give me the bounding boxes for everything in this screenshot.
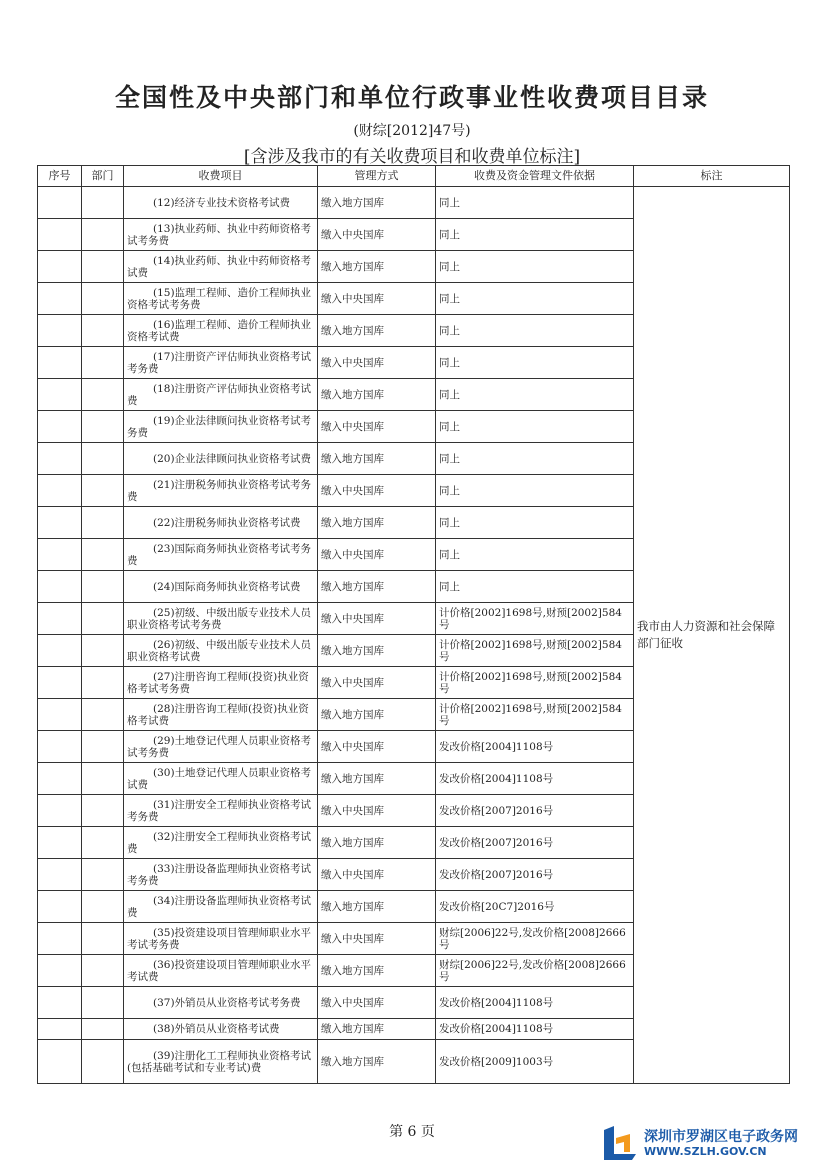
cell-item: (28)注册咨询工程师(投资)执业资格考试费 [124, 699, 318, 731]
cell-basis: 同上 [436, 411, 634, 443]
cell-basis: 同上 [436, 251, 634, 283]
cell-seq [38, 859, 82, 891]
cell-seq [38, 667, 82, 699]
cell-basis: 同上 [436, 347, 634, 379]
cell-dept [82, 315, 124, 347]
cell-dept [82, 763, 124, 795]
cell-dept [82, 603, 124, 635]
cell-basis: 同上 [436, 539, 634, 571]
cell-seq [38, 987, 82, 1019]
cell-basis: 发改价格[2004]1108号 [436, 987, 634, 1019]
page-number: 第 6 页 [389, 1124, 435, 1140]
cell-item: (17)注册资产评估师执业资格考试考务费 [124, 347, 318, 379]
fee-table [37, 165, 790, 1084]
cell-dept [82, 507, 124, 539]
cell-item: (12)经济专业技术资格考试费 [124, 187, 318, 219]
cell-item: (35)投资建设项目管理师职业水平考试考务费 [124, 923, 318, 955]
cell-item: (33)注册设备监理师执业资格考试考务费 [124, 859, 318, 891]
cell-seq [38, 763, 82, 795]
cell-seq [38, 795, 82, 827]
cell-seq [38, 187, 82, 219]
cell-dept [82, 859, 124, 891]
cell-item: (34)注册设备监理师执业资格考试费 [124, 891, 318, 923]
cell-basis: 发改价格[2004]1108号 [436, 1019, 634, 1040]
cell-seq [38, 251, 82, 283]
cell-dept [82, 795, 124, 827]
cell-seq [38, 475, 82, 507]
cell-seq [38, 411, 82, 443]
header-mgmt: 管理方式 [318, 166, 436, 187]
cell-item: (38)外销员从业资格考试费 [124, 1019, 318, 1040]
header-mark: 标注 [634, 166, 790, 187]
cell-mgmt: 缴入中央国库 [318, 411, 436, 443]
cell-basis: 发改价格[2007]2016号 [436, 859, 634, 891]
watermark-site-url: WWW.SZLH.GOV.CN [644, 1145, 767, 1158]
cell-seq [38, 443, 82, 475]
cell-basis: 发改价格[20C7]2016号 [436, 891, 634, 923]
cell-item: (14)执业药师、执业中药师资格考试费 [124, 251, 318, 283]
cell-basis: 计价格[2002]1698号,财预[2002]584号 [436, 699, 634, 731]
cell-mgmt: 缴入中央国库 [318, 987, 436, 1019]
cell-dept [82, 955, 124, 987]
cell-mgmt: 缴入地方国库 [318, 891, 436, 923]
cell-basis: 发改价格[2004]1108号 [436, 763, 634, 795]
cell-basis: 发改价格[2007]2016号 [436, 827, 634, 859]
cell-seq [38, 891, 82, 923]
header-basis: 收费及资金管理文件依据 [436, 166, 634, 187]
document-title: 全国性及中央部门和单位行政事业性收费项目目录 [114, 83, 709, 112]
cell-item: (26)初级、中级出版专业技术人员职业资格考试费 [124, 635, 318, 667]
cell-item: (18)注册资产评估师执业资格考试费 [124, 379, 318, 411]
cell-dept [82, 667, 124, 699]
cell-dept [82, 347, 124, 379]
cell-basis: 发改价格[2004]1108号 [436, 731, 634, 763]
cell-seq [38, 507, 82, 539]
cell-basis: 计价格[2002]1698号,财预[2002]584号 [436, 667, 634, 699]
cell-mgmt: 缴入地方国库 [318, 827, 436, 859]
cell-item: (29)土地登记代理人员职业资格考试考务费 [124, 731, 318, 763]
table-header-row [38, 166, 790, 187]
cell-mgmt: 缴入地方国库 [318, 763, 436, 795]
cell-basis: 同上 [436, 315, 634, 347]
cell-dept [82, 251, 124, 283]
cell-dept [82, 379, 124, 411]
cell-dept [82, 923, 124, 955]
cell-mgmt: 缴入地方国库 [318, 443, 436, 475]
cell-dept [82, 635, 124, 667]
cell-seq [38, 315, 82, 347]
cell-mgmt: 缴入中央国库 [318, 283, 436, 315]
cell-mgmt: 缴入中央国库 [318, 539, 436, 571]
cell-seq [38, 731, 82, 763]
cell-item: (39)注册化工工程师执业资格考试(包括基础考试和专业考试)费 [124, 1040, 318, 1084]
cell-dept [82, 1019, 124, 1040]
cell-dept [82, 187, 124, 219]
cell-dept [82, 283, 124, 315]
cell-dept [82, 987, 124, 1019]
cell-basis: 同上 [436, 475, 634, 507]
cell-mgmt: 缴入中央国库 [318, 923, 436, 955]
watermark-site-name: 深圳市罗湖区电子政务网 [644, 1129, 798, 1145]
cell-seq [38, 571, 82, 603]
cell-mgmt: 缴入地方国库 [318, 955, 436, 987]
cell-item: (23)国际商务师执业资格考试考务费 [124, 539, 318, 571]
cell-seq [38, 379, 82, 411]
cell-mgmt: 缴入中央国库 [318, 219, 436, 251]
cell-item: (31)注册安全工程师执业资格考试考务费 [124, 795, 318, 827]
document-note: [含涉及我市的有关收费项目和收费单位标注] [243, 147, 581, 167]
cell-mgmt: 缴入地方国库 [318, 251, 436, 283]
cell-basis: 同上 [436, 571, 634, 603]
watermark [600, 1124, 810, 1162]
header-seq: 序号 [38, 166, 82, 187]
cell-item: (19)企业法律顾问执业资格考试考务费 [124, 411, 318, 443]
cell-dept [82, 699, 124, 731]
cell-seq [38, 1019, 82, 1040]
cell-mgmt: 缴入中央国库 [318, 731, 436, 763]
table-row [38, 187, 790, 219]
cell-mgmt: 缴入中央国库 [318, 603, 436, 635]
cell-dept [82, 475, 124, 507]
cell-basis: 同上 [436, 507, 634, 539]
cell-mgmt: 缴入地方国库 [318, 635, 436, 667]
cell-item: (37)外销员从业资格考试考务费 [124, 987, 318, 1019]
document-subtitle: (财综[2012]47号) [353, 123, 471, 139]
cell-dept [82, 443, 124, 475]
cell-item: (21)注册税务师执业资格考试考务费 [124, 475, 318, 507]
cell-item: (36)投资建设项目管理师职业水平考试费 [124, 955, 318, 987]
header-dept: 部门 [82, 166, 124, 187]
cell-dept [82, 1040, 124, 1084]
cell-item: (20)企业法律顾问执业资格考试费 [124, 443, 318, 475]
cell-basis: 财综[2006]22号,发改价格[2008]2666号 [436, 923, 634, 955]
cell-seq [38, 219, 82, 251]
cell-seq [38, 347, 82, 379]
cell-item: (13)执业药师、执业中药师资格考试考务费 [124, 219, 318, 251]
cell-mgmt: 缴入中央国库 [318, 859, 436, 891]
cell-item: (15)监理工程师、造价工程师执业资格考试考务费 [124, 283, 318, 315]
cell-mgmt: 缴入中央国库 [318, 667, 436, 699]
header-item: 收费项目 [124, 166, 318, 187]
cell-mgmt: 缴入地方国库 [318, 571, 436, 603]
cell-item: (27)注册咨询工程师(投资)执业资格考试考务费 [124, 667, 318, 699]
cell-mgmt: 缴入地方国库 [318, 379, 436, 411]
cell-seq [38, 827, 82, 859]
cell-seq [38, 699, 82, 731]
cell-mgmt: 缴入中央国库 [318, 475, 436, 507]
cell-seq [38, 923, 82, 955]
cell-seq [38, 283, 82, 315]
cell-basis: 发改价格[2009]1003号 [436, 1040, 634, 1084]
cell-seq [38, 955, 82, 987]
cell-mgmt: 缴入中央国库 [318, 347, 436, 379]
cell-mgmt: 缴入地方国库 [318, 699, 436, 731]
cell-item: (24)国际商务师执业资格考试费 [124, 571, 318, 603]
cell-dept [82, 891, 124, 923]
cell-basis: 同上 [436, 219, 634, 251]
cell-mgmt: 缴入地方国库 [318, 187, 436, 219]
cell-item: (22)注册税务师执业资格考试费 [124, 507, 318, 539]
cell-dept [82, 411, 124, 443]
cell-basis: 同上 [436, 379, 634, 411]
cell-basis: 同上 [436, 187, 634, 219]
cell-dept [82, 731, 124, 763]
cell-dept [82, 571, 124, 603]
cell-mgmt: 缴入中央国库 [318, 795, 436, 827]
cell-dept [82, 219, 124, 251]
cell-seq [38, 603, 82, 635]
cell-basis: 同上 [436, 283, 634, 315]
cell-remark: 我市由人力资源和社会保障部门征收 [634, 187, 790, 1084]
site-logo-icon [600, 1124, 640, 1162]
cell-seq [38, 635, 82, 667]
cell-basis: 发改价格[2007]2016号 [436, 795, 634, 827]
cell-item: (16)监理工程师、造价工程师执业资格考试费 [124, 315, 318, 347]
cell-seq [38, 1040, 82, 1084]
cell-seq [38, 539, 82, 571]
cell-mgmt: 缴入地方国库 [318, 1040, 436, 1084]
cell-item: (25)初级、中级出版专业技术人员职业资格考试考务费 [124, 603, 318, 635]
cell-basis: 财综[2006]22号,发改价格[2008]2666号 [436, 955, 634, 987]
cell-basis: 同上 [436, 443, 634, 475]
cell-basis: 计价格[2002]1698号,财预[2002]584号 [436, 635, 634, 667]
cell-basis: 计价格[2002]1698号,财预[2002]584号 [436, 603, 634, 635]
cell-item: (32)注册安全工程师执业资格考试费 [124, 827, 318, 859]
cell-mgmt: 缴入地方国库 [318, 507, 436, 539]
cell-dept [82, 827, 124, 859]
cell-mgmt: 缴入地方国库 [318, 1019, 436, 1040]
cell-item: (30)土地登记代理人员职业资格考试费 [124, 763, 318, 795]
cell-dept [82, 539, 124, 571]
cell-mgmt: 缴入地方国库 [318, 315, 436, 347]
